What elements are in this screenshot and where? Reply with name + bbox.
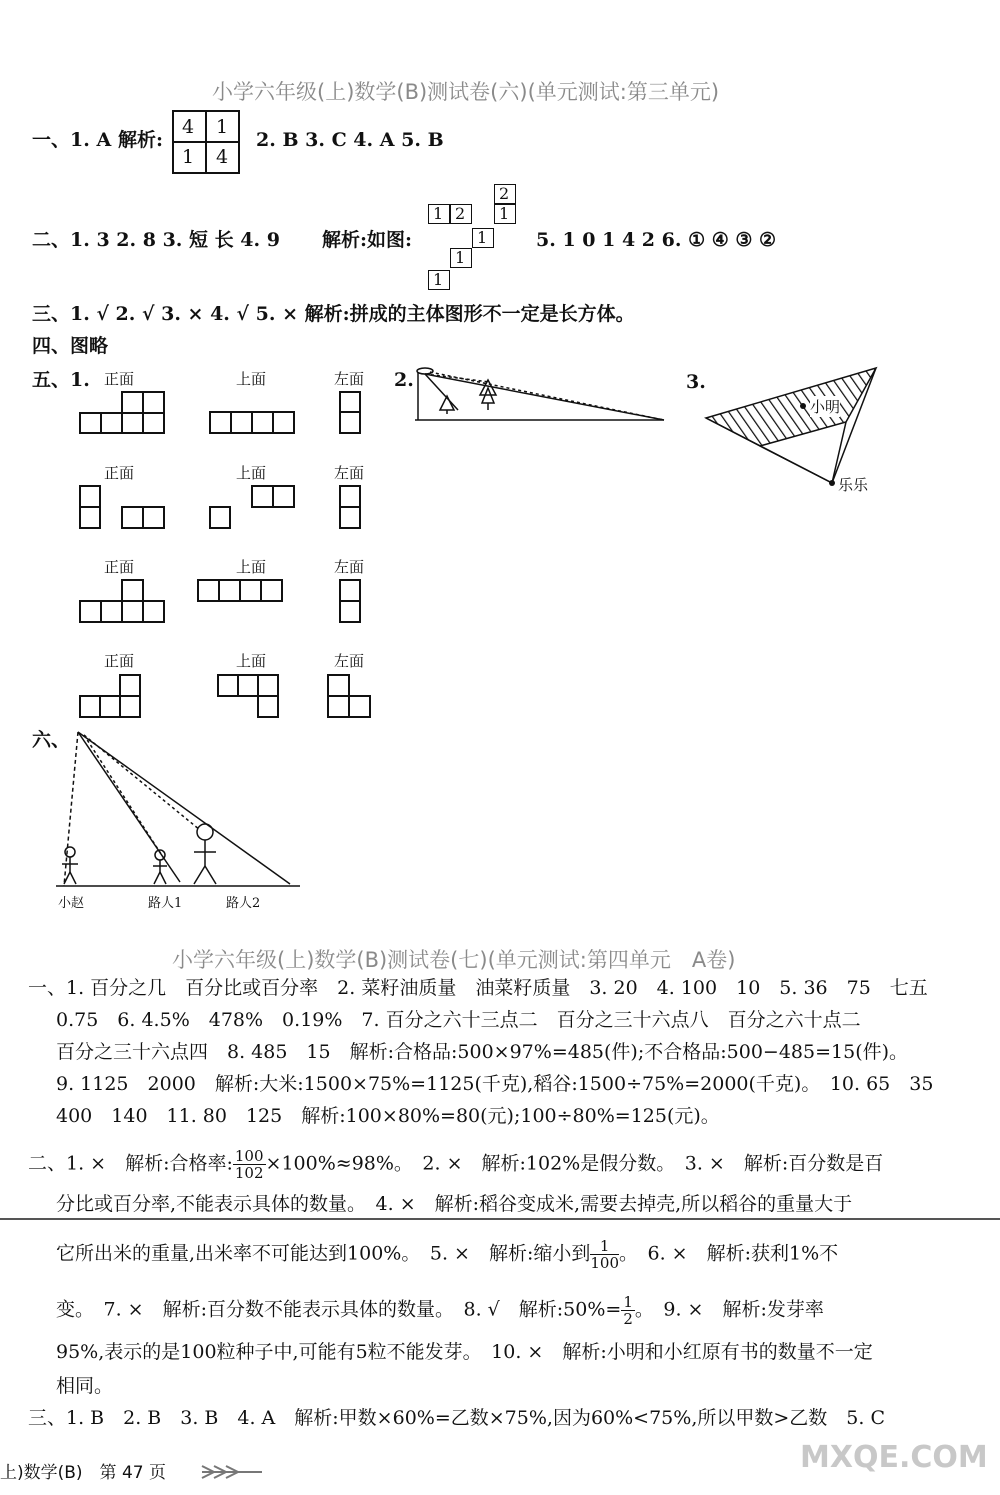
frac-num: 1 xyxy=(623,1293,633,1311)
q1-grid-cell: 1 xyxy=(216,116,229,138)
text: 它所出米的重量,出米率不可能达到100%。 5. × 解析:缩小到 xyxy=(56,1242,591,1265)
q2-rest: 5. 1 0 1 4 2 6. ① ④ ③ ② xyxy=(536,229,777,251)
view-label-left: 左面 xyxy=(334,652,365,670)
view-label-top: 上面 xyxy=(236,558,267,576)
q5-fig3-label: 3. xyxy=(686,371,706,393)
label-passerby-1: 路人1 xyxy=(148,896,183,911)
view-label-top: 上面 xyxy=(236,464,267,482)
view-label-top: 上面 xyxy=(236,652,267,670)
s7-part2-line-1 xyxy=(28,1148,883,1181)
test-title-6: 小学六年级(上)数学(B)测试卷(六)(单元测试:第三单元) xyxy=(212,80,720,104)
label-passerby-2: 路人2 xyxy=(226,896,261,911)
label-xiaoming: 小明 xyxy=(810,398,841,416)
s7-part2-line-3 xyxy=(56,1238,838,1271)
text: ×100%≈98%。 2. × 解析:102%是假分数。 3. × 解析:百分数是百 xyxy=(265,1152,884,1175)
q1-grid-cell: 1 xyxy=(182,146,195,168)
s7-line-2: 0.75 6. 4.5% 478% 0.19% 7. 百分之六十三点二 百分之三十六点八 百分之六十点二 xyxy=(56,1009,861,1031)
s7-line-3: 百分之三十六点四 8. 485 15 解析:合格品:500×97%=485(件);不合格品:500−485=15(件)。 xyxy=(56,1041,909,1063)
text: 。 6. × 解析:获利1%不 xyxy=(619,1242,839,1265)
block-num: 1 xyxy=(499,204,510,223)
block-num: 1 xyxy=(455,248,466,267)
block-num: 1 xyxy=(477,228,488,247)
s7-part2-line-2: 分比或百分率,不能表示具体的数量。 4. × 解析:稻谷变成米,需要去掉壳,所以稻谷的重量大于 xyxy=(56,1193,853,1215)
s7-part2-line-6: 相同。 xyxy=(56,1375,114,1397)
s7-part3-line: 三、1. B 2. B 3. B 4. A 解析:甲数×60%=乙数×75%,因为60%<75%,所以甲数>乙数 5. C xyxy=(28,1407,885,1429)
q2-text: 二、1. 3 2. 8 3. 短 长 4. 9 xyxy=(32,229,280,251)
text: 。 9. × 解析:发芽率 xyxy=(634,1298,824,1321)
frac-num: 1 xyxy=(590,1238,619,1255)
q1-grid-cell: 4 xyxy=(216,146,229,168)
s7-part2-line-5: 95%,表示的是100粒种子中,可能有5粒不能发芽。 10. × 解析:小明和小红原有书的数量不一定 xyxy=(56,1341,873,1363)
q5-prefix: 五、1. xyxy=(32,369,90,391)
q1-prefix: 一、1. A xyxy=(32,129,112,151)
s7-line-5: 400 140 11. 80 125 解析:100×80%=80(元);100÷80%=125(元)。 xyxy=(56,1105,720,1127)
s7-line-4: 9. 1125 2000 解析:大米:1500×75%=1125(千克),稻谷:1500÷75%=2000(千克)。 10. 65 35 xyxy=(56,1073,934,1095)
q5-fig2-label: 2. xyxy=(394,369,414,391)
label-lele: 乐乐 xyxy=(838,476,869,494)
block-num: 2 xyxy=(455,204,466,223)
watermark: MXQE.COM xyxy=(800,1440,988,1475)
frac-den: 100 xyxy=(590,1254,619,1272)
q6-prefix: 六、 xyxy=(32,729,71,751)
view-label-front: 正面 xyxy=(104,370,135,388)
s7-line-1: 一、1. 百分之几 百分比或百分率 2. 菜籽油质量 油菜籽质量 3. 20 4. 100 10 5. 36 75 七五 xyxy=(28,977,928,999)
s7-part2-line-4 xyxy=(56,1294,824,1327)
view-label-front: 正面 xyxy=(104,652,135,670)
frac-den: 102 xyxy=(234,1164,264,1182)
view-label-left: 左面 xyxy=(334,464,365,482)
block-num: 2 xyxy=(499,184,510,203)
q4-line: 四、图略 xyxy=(32,335,109,357)
view-label-front: 正面 xyxy=(104,558,135,576)
page-divider xyxy=(0,1218,1000,1220)
q1-grid-cell: 4 xyxy=(182,116,195,138)
view-label-front: 正面 xyxy=(104,464,135,482)
page-footer: 上)数学(B) 第 47 页 xyxy=(0,1463,166,1483)
view-label-top: 上面 xyxy=(236,370,267,388)
q1-analysis-label: 解析: xyxy=(118,129,164,151)
test-title-7: 小学六年级(上)数学(B)测试卷(七)(单元测试:第四单元 A卷) xyxy=(172,948,736,972)
label-xiaozhao: 小赵 xyxy=(58,896,85,911)
block-num: 1 xyxy=(433,270,444,289)
frac-num: 100 xyxy=(234,1147,264,1165)
q3-line: 三、1. √ 2. √ 3. × 4. √ 5. × 解析:拼成的主体图形不一定是长方体。 xyxy=(32,303,635,325)
fraction-1-2 xyxy=(621,1294,635,1327)
fraction-100-102 xyxy=(233,1148,266,1181)
arrow-decoration-icon xyxy=(200,1462,270,1482)
text: 变。 7. × 解析:百分数不能表示具体的数量。 8. √ 解析:50%= xyxy=(56,1298,622,1321)
block-num: 1 xyxy=(433,204,444,223)
frac-den: 2 xyxy=(623,1310,633,1328)
view-label-left: 左面 xyxy=(334,558,365,576)
q1-rest: 2. B 3. C 4. A 5. B xyxy=(256,129,444,151)
q2-analysis-label: 解析:如图: xyxy=(322,229,413,251)
fraction-1-100 xyxy=(590,1238,619,1271)
view-label-left: 左面 xyxy=(334,370,365,388)
text: 二、1. × 解析:合格率: xyxy=(28,1152,233,1175)
